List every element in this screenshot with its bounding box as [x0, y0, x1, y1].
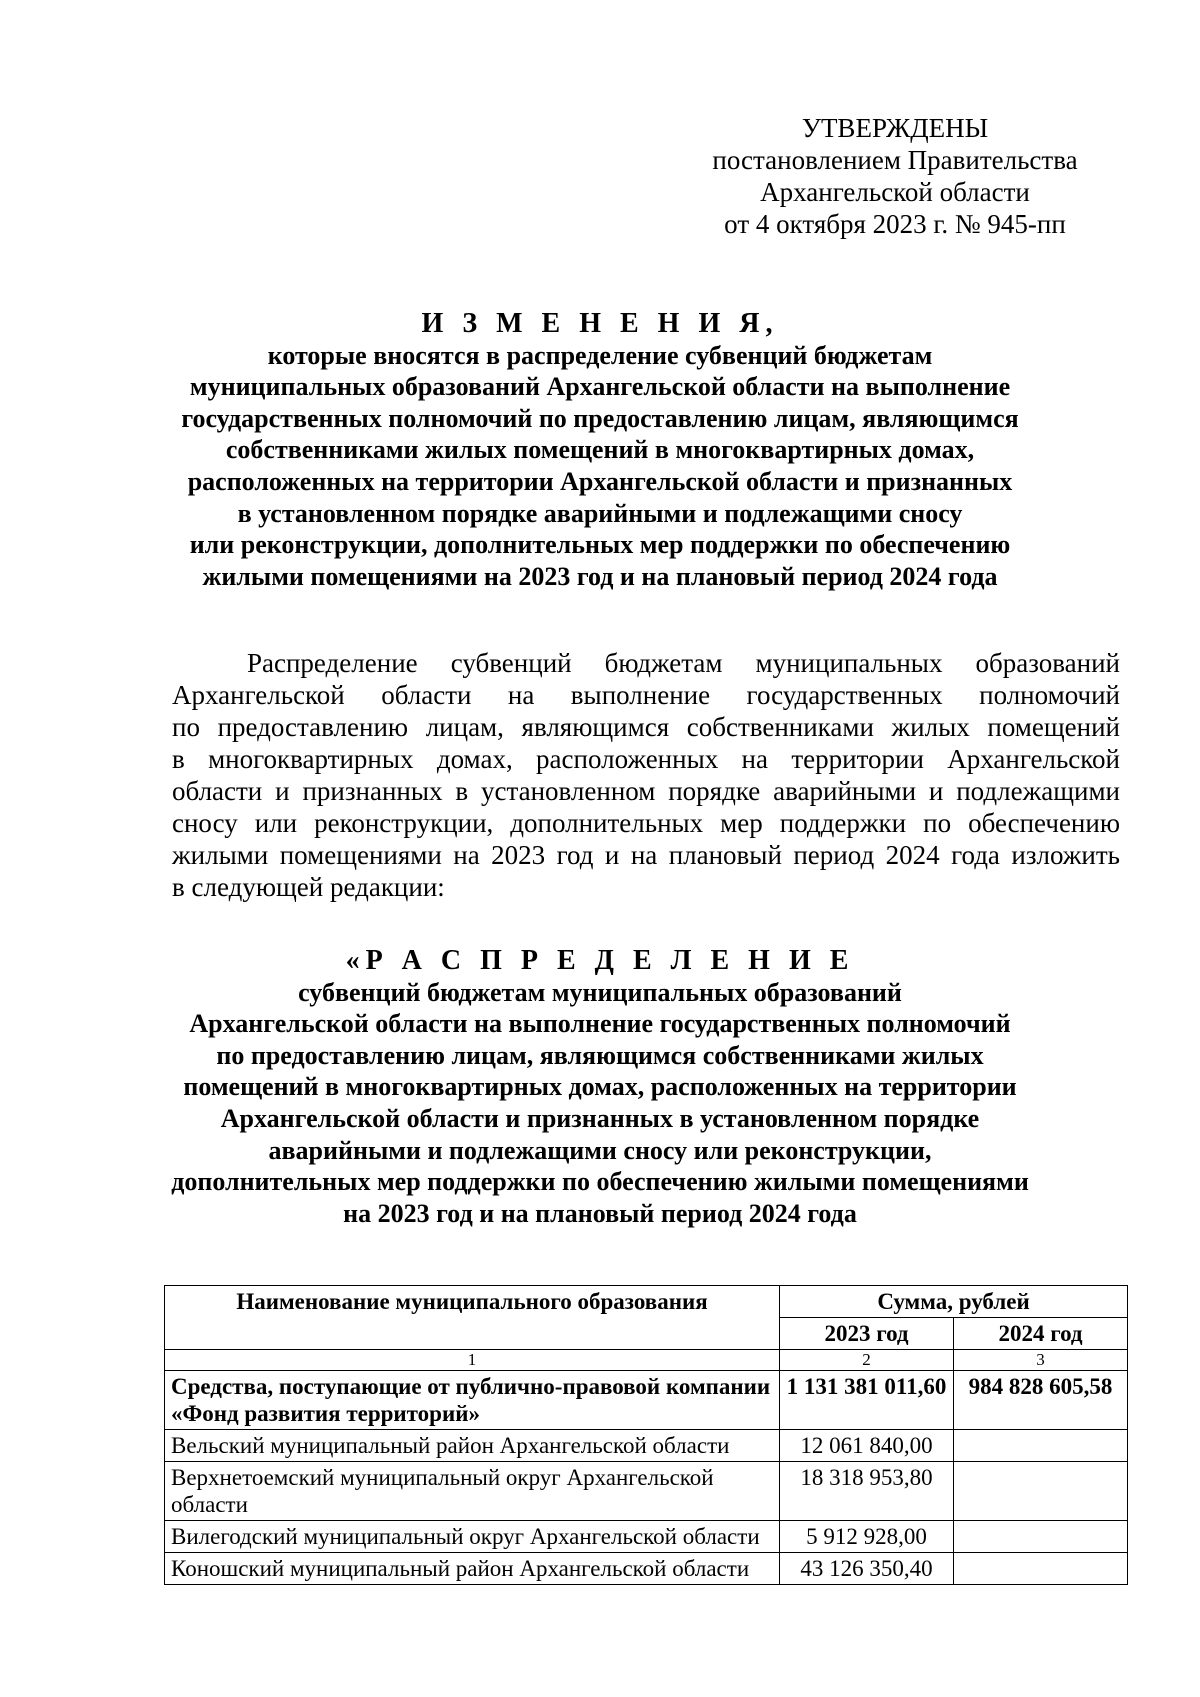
heading-line: жилыми помещениями на 2023 год и на плановый период 2024 года	[202, 561, 998, 591]
heading-line: на 2023 год и на плановый период 2024 года	[343, 1198, 857, 1228]
total-row	[165, 1371, 1128, 1430]
changes-heading	[150, 308, 1050, 592]
heading-line: аварийными и подлежащими сносу или реконструкции,	[268, 1135, 932, 1165]
amount-2024	[954, 1462, 1128, 1521]
municipality-name: Вельский муниципальный район Архангельской области	[165, 1430, 780, 1462]
table-row	[165, 1462, 1128, 1521]
heading-line: Архангельской области и признанных в установленном порядке	[220, 1103, 980, 1133]
paragraph-line: в многоквартирных домах, расположенных на территории Архангельской	[172, 744, 1120, 774]
amount-2024	[954, 1430, 1128, 1462]
heading-line: или реконструкции, дополнительных мер поддержки по обеспечению	[189, 530, 1011, 560]
distribution-heading	[150, 945, 1050, 1229]
column-number: 3	[954, 1350, 1128, 1371]
approval-line: постановлением Правительства	[712, 145, 1078, 175]
approval-date: от 4 октября 2023 г. № 945-пп	[724, 209, 1066, 239]
amount-2024	[954, 1553, 1128, 1585]
distribution-table	[164, 1285, 1128, 1585]
paragraph-line: сносу или реконструкции, дополнительных мер поддержки по обеспечению	[172, 808, 1120, 838]
total-2024: 984 828 605,58	[954, 1371, 1128, 1430]
paragraph-line: области и признанных в установленном порядке аварийными и подлежащими	[172, 776, 1120, 806]
approval-title: УТВЕРЖДЕНЫ	[801, 113, 989, 143]
amount-2023: 5 912 928,00	[780, 1521, 954, 1553]
column-number-row	[165, 1350, 1128, 1371]
table-row	[165, 1521, 1128, 1553]
column-number: 2	[780, 1350, 954, 1371]
municipality-name: Верхнетоемский муниципальный округ Архангельской области	[165, 1462, 780, 1521]
municipality-name: Коношский муниципальный район Архангельской области	[165, 1553, 780, 1585]
heading-line: в установленном порядке аварийными и подлежащими сносу	[237, 498, 963, 528]
heading-line: субвенций бюджетам муниципальных образований	[298, 977, 902, 1007]
amount-2023: 43 126 350,40	[780, 1553, 954, 1585]
heading-line: по предоставлению лицам, являющимся собственниками жилых	[216, 1040, 984, 1070]
header-2024: 2024 год	[954, 1318, 1128, 1350]
approval-stamp	[690, 112, 1100, 240]
table-header-row	[165, 1286, 1128, 1318]
heading-line: Архангельской области на выполнение государственных полномочий	[189, 1009, 1011, 1039]
table-row	[165, 1553, 1128, 1585]
paragraph-line: жилыми помещениями на 2023 год и на плановый период 2024 года изложить	[172, 840, 1120, 870]
heading-line: государственных полномочий по предоставлению лицам, являющимся	[181, 403, 1019, 433]
heading-line: расположенных на территории Архангельской области и признанных	[187, 466, 1013, 496]
table-row	[165, 1430, 1128, 1462]
paragraph-line: Распределение субвенций бюджетам муниципальных образований	[247, 648, 1120, 678]
approval-line: Архангельской области	[760, 177, 1030, 207]
heading-line: муниципальных образований Архангельской области на выполнение	[189, 372, 1011, 402]
heading-line: дополнительных мер поддержки по обеспечению жилыми помещениями	[171, 1167, 1029, 1197]
changes-title: И З М Е Н Е Н И Я,	[421, 308, 779, 339]
column-number: 1	[165, 1350, 780, 1371]
body-paragraph	[172, 647, 1120, 903]
amount-2023: 18 318 953,80	[780, 1462, 954, 1521]
amount-2024	[954, 1521, 1128, 1553]
header-municipality: Наименование муниципального образования	[165, 1286, 780, 1350]
heading-line: помещений в многоквартирных домах, расположенных на территории	[183, 1072, 1017, 1102]
paragraph-line: по предоставлению лицам, являющимся собственниками жилых помещений	[172, 712, 1120, 742]
heading-line: собственниками жилых помещений в многоквартирных домах,	[225, 435, 975, 465]
amount-2023: 12 061 840,00	[780, 1430, 954, 1462]
paragraph-line: в следующей редакции:	[172, 872, 445, 902]
distribution-title: «Р А С П Р Е Д Е Л Е Н И Е	[345, 945, 855, 976]
header-sum: Сумма, рублей	[780, 1286, 1128, 1318]
paragraph-line: Архангельской области на выполнение государственных полномочий	[172, 680, 1120, 710]
header-2023: 2023 год	[780, 1318, 954, 1350]
heading-line: которые вносятся в распределение субвенций бюджетам	[267, 340, 933, 370]
municipality-name: Вилегодский муниципальный округ Архангельской области	[165, 1521, 780, 1553]
total-name: Средства, поступающие от публично-правовой компании «Фонд развития территорий»	[165, 1371, 780, 1430]
total-2023: 1 131 381 011,60	[780, 1371, 954, 1430]
